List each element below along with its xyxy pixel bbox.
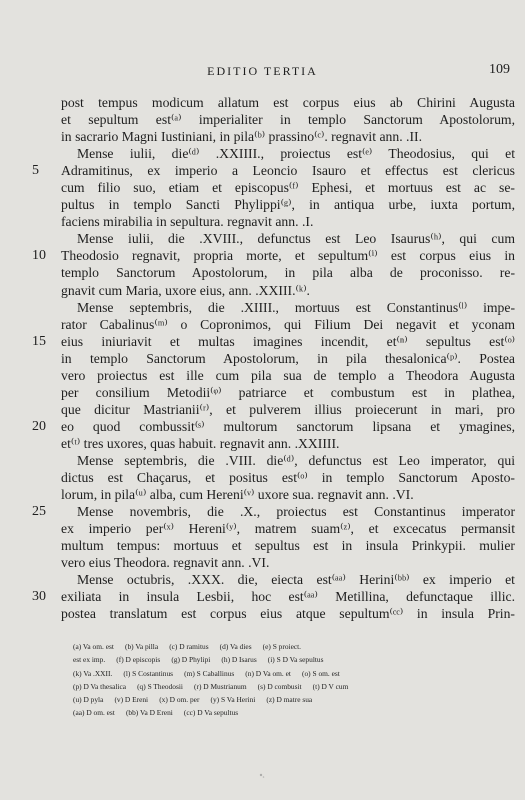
line-text: lorum, in pila⁽ᵘ⁾ alba, cum Hereni⁽ᵛ⁾ uxore sua. regnavit ann. .VI. [61,487,414,503]
text-line [61,537,515,554]
text-line [61,435,515,452]
text-line [61,350,515,367]
text-line [61,316,515,333]
line-text: Mense iulii, die⁽ᵈ⁾ .XXIIII., proiectus est⁽ᵉ⁾ Theodosius, qui et [77,146,515,162]
line-text: templo Sanctorum Apostolorum, in pila alba de proconisso. re- [61,265,515,281]
line-number: 15 [32,333,46,349]
line-text: Mense novembris, die .X., proiectus est Constantinus imperator [77,504,515,520]
line-text: in sacrario Magni Iustiniani, in pila⁽ᵇ⁾ prassino⁽ᶜ⁾. regnavit ann. .II. [61,129,423,145]
main-text [32,94,515,622]
line-text: postea translatum est corpus eius atque sepultum⁽ᶜᶜ⁾ in insula Prin- [61,606,515,622]
text-line [61,520,515,537]
text-line [32,588,515,605]
text-line [61,179,515,196]
line-number: 25 [32,504,46,520]
text-line [61,384,515,401]
line-text: vero eius Theodora. regnavit ann. .VI. [61,555,270,571]
text-line [32,418,515,435]
line-text: eius iniuriavit et multas imagines incendit, et⁽ⁿ⁾ sepultus est⁽ᵒ⁾ [61,333,515,349]
footnote-line: (p) D Va thesalica (q) S Theodosii (r) D Mustrianum (s) D combusit (t) D V cum [73,681,349,691]
text-line [61,452,515,469]
line-text: exiliata in insula Lesbii, hoc est⁽ᵃᵃ⁾ Metillina, defunctaque illic. [61,589,515,605]
line-text: Mense octubris, .XXX. die, eiecta est⁽ᵃᵃ⁾ Herini⁽ᵇᵇ⁾ ex imperio et [77,572,515,588]
footnote-line: (k) Va .XXII. (l) S Costantinus (m) S Caballinus (n) D Va om. et (o) S om. est [73,668,340,678]
line-text: Mense iulii, die .XVIII., defunctus est Leo Isaurus⁽ʰ⁾, qui cum [77,231,515,247]
text-line [61,145,515,162]
text-line [32,162,515,179]
text-line [61,282,515,299]
text-line [61,196,515,213]
footnote-line: (aa) D om. est (bb) Va D Ereni (cc) D Va sepultus [73,708,239,718]
line-number: 5 [32,163,39,179]
line-text: Mense septembris, die .XIIII., mortuus est Constantinus⁽ˡ⁾ impe- [77,299,515,315]
line-text: eo quod combussit⁽ˢ⁾ multorum sanctorum lipsana et ymagines, [61,418,515,434]
line-text: vero proiectus est ille cum pila sua de templo a Theodora Augusta [61,367,515,383]
line-number: 10 [32,248,46,264]
text-line [61,571,515,588]
text-line [61,111,515,128]
line-text: per consilium Metodii⁽ᵠ⁾ patriarce et combustum est in plathea, [61,384,515,400]
line-text: gnavit cum Maria, uxore eius, ann. .XXIII.⁽ᵏ⁾. [61,282,310,298]
text-line [32,333,515,350]
text-line [32,503,515,520]
running-title: EDITIO TERTIA [207,64,318,78]
line-number: 30 [32,589,46,605]
line-text: Theodosio regnavit, propria morte, et sepultum⁽ⁱ⁾ est corpus eius in [61,248,515,264]
text-line [61,401,515,418]
text-line [61,230,515,247]
line-text: et sepultum est⁽ᵃ⁾ imperialiter in templo Sanctorum Apostolorum, [61,112,515,128]
line-number: 20 [32,418,46,434]
line-text: et⁽ᵗ⁾ tres uxores, quas habuit. regnavit ann. .XXIIII. [61,435,340,451]
line-text: ex imperio per⁽ˣ⁾ Hereni⁽ʸ⁾, matrem suam⁽ᶻ⁾, et excecatus permansit [61,521,515,537]
line-text: dictus est Chaçarus, et positus est⁽ᵒ⁾ in templo Sanctorum Aposto- [61,470,515,486]
footnotes [73,640,513,720]
line-text: cum filio suo, etiam et episcopus⁽ᶠ⁾ Ephesi, et mortuus est ac se- [61,180,515,196]
text-line [61,213,515,230]
line-text: que dicitur Mastrianii⁽ʳ⁾, et pulverem illius proiecerunt in mari, pro [61,401,515,417]
text-line [61,299,515,316]
footnote-line: (a) Va om. est (b) Va pilla (c) D ramitus (d) Va dies (e) S proiect. [73,642,302,651]
footnote-line: est ex imp. (f) D episcopis (g) D Phylipi (h) D Isarus (i) S D Va sepultus [73,655,324,665]
line-text: Adramitinus, ex imperio a Leoncio Isauro et effectus est clericus [61,163,515,179]
line-text: post tempus modicum allatum est corpus eius ab Chirini Augusta [61,95,515,110]
text-line [61,469,515,486]
paper-speck-icon [258,772,266,780]
line-text: faciens mirabilia in sepultura. regnavit ann. .I. [61,214,314,230]
line-text: rator Cabalinus⁽ᵐ⁾ o Copronimos, qui Filium Dei negavit et yconam [61,316,515,332]
text-line [61,128,515,145]
text-line [61,264,515,281]
line-text: pultus in templo Sancti Phylippi⁽ᵍ⁾, in antiqua urbe, iuxta portum, [61,197,515,213]
text-line [61,486,515,503]
line-text: multum tempus: mortuus et sepultus est in insula Prinkypii. mulier [61,538,515,554]
text-line [32,247,515,264]
line-text: in templo Sanctorum Apostolorum, in pila thesalonica⁽ᵖ⁾. Postea [61,350,515,366]
text-line [61,605,515,622]
page-number: 109 [489,62,510,77]
text-line [61,367,515,384]
footnote-line: (u) D pyla (v) D Ereni (x) D om. per (y) S Va Herini (z) D matre sua [73,695,313,705]
text-line [61,94,515,111]
line-text: Mense septembris, die .VIII. die⁽ᵈ⁾, defunctus est Leo imperator, qui [77,452,515,468]
text-line [61,554,515,571]
